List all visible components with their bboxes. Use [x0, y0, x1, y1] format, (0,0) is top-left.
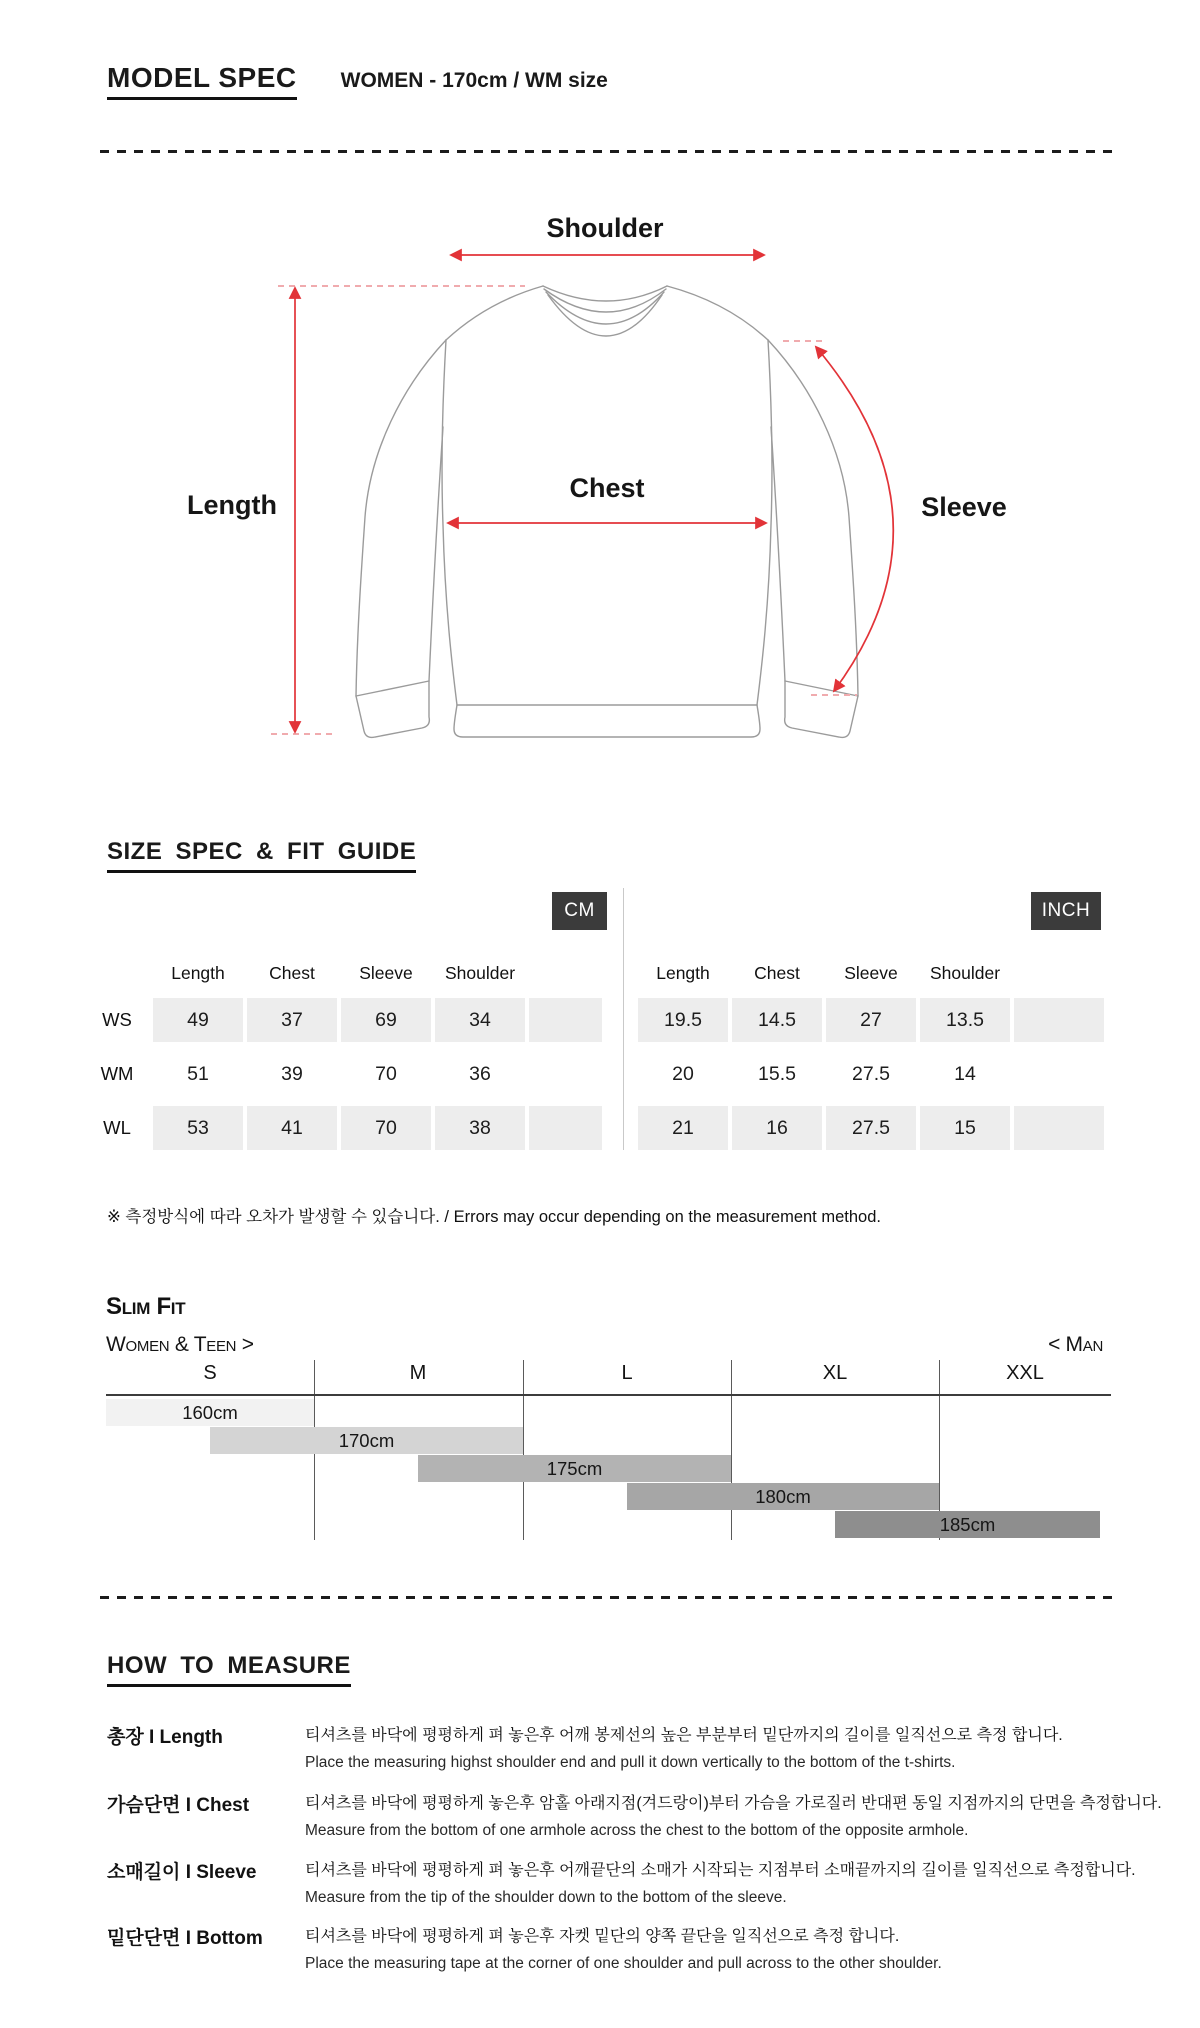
measurement-diagram	[0, 165, 1200, 775]
height-bar-170cm: 170cm	[210, 1427, 523, 1454]
cm-wl-chest: 41	[247, 1106, 337, 1150]
measure-desc-kr: 티셔츠를 바닥에 평평하게 놓은후 암홀 아래지점(겨드랑이)부터 가슴을 가로질러 반대편 동일 지점까지의 단면을 측정합니다.	[305, 1795, 1162, 1812]
measure-desc-en: Place the measuring tape at the corner of one shoulder and pull across to the other shoulder.	[305, 1955, 942, 1972]
sweatshirt-outline-drawing	[85, 165, 1115, 775]
inch-wm-length: 20	[672, 1063, 694, 1085]
size-header-s: S	[203, 1362, 217, 1384]
fit-type-label: Slim Fit	[106, 1293, 186, 1320]
model-spec-header	[107, 62, 608, 100]
inch-wm-chest: 15.5	[758, 1063, 796, 1085]
cm-wl-shoulder: 38	[435, 1106, 525, 1150]
inch-wm-sleeve: 27.5	[852, 1063, 890, 1085]
measure-term: 총장 I Length	[107, 1727, 223, 1748]
dashed-divider-bottom	[100, 1596, 1112, 1599]
measure-desc-kr: 티셔츠를 바닥에 평평하게 펴 놓은후 어깨 봉제선의 높은 부분부터 밑단까지의 길이를 일직선으로 측정 합니다.	[305, 1727, 1063, 1744]
measure-desc-en: Measure from the tip of the shoulder down to the bottom of the sleeve.	[305, 1889, 787, 1906]
fit-chart-baseline	[106, 1394, 1111, 1396]
inch-col-sleeve: Sleeve	[844, 963, 898, 983]
height-bar-175cm: 175cm	[418, 1455, 731, 1482]
measure-term: 소매길이 I Sleeve	[107, 1862, 257, 1883]
cm-wm-length: 51	[187, 1063, 209, 1085]
measure-term: 밑단단면 I Bottom	[107, 1928, 263, 1949]
size-header-l: L	[621, 1362, 633, 1384]
diagram-label-chest: Chest	[569, 473, 645, 503]
size-spec-title: SIZE SPEC & FIT GUIDE	[107, 838, 416, 873]
fit-chart-divider	[523, 1360, 524, 1540]
cm-wm-sleeve: 70	[375, 1063, 397, 1085]
measure-desc-kr: 티셔츠를 바닥에 평평하게 펴 놓은후 어깨끝단의 소매가 시작되는 지점부터 소매끝까지의 길이를 일직선으로 측정합니다.	[305, 1862, 1136, 1879]
cm-ws-length: 49	[153, 998, 243, 1042]
dashed-divider-top	[100, 150, 1112, 153]
diagram-label-length: Length	[187, 490, 277, 520]
sleeve-arrow	[816, 347, 893, 691]
inch-col-shoulder: Shoulder	[929, 963, 1001, 983]
size-header-m: M	[409, 1362, 427, 1384]
inch-wl-shoulder: 15	[920, 1106, 1010, 1150]
cm-ws-sleeve: 69	[341, 998, 431, 1042]
height-bar-185cm: 185cm	[835, 1511, 1100, 1538]
model-spec-subtitle: WOMEN - 170cm / WM size	[340, 69, 608, 92]
inch-wl-length: 21	[638, 1106, 728, 1150]
diagram-label-sleeve: Sleeve	[921, 492, 1007, 522]
cm-col-sleeve: Sleeve	[359, 963, 413, 983]
diagram-label-shoulder: Shoulder	[546, 213, 664, 243]
cm-ws-chest: 37	[247, 998, 337, 1042]
cm-wl-sleeve: 70	[341, 1106, 431, 1150]
inch-ws-length: 19.5	[638, 998, 728, 1042]
measurement-note: ※ 측정방식에 따라 오차가 발생할 수 있습니다. / Errors may occur depending on the measurement method.	[107, 1208, 881, 1226]
inch-col-chest: Chest	[754, 963, 800, 983]
measure-desc-kr: 티셔츠를 바닥에 평평하게 펴 놓은후 자켓 밑단의 양쪽 끝단을 일직선으로 측정 합니다.	[305, 1928, 900, 1945]
inch-unit-badge: INCH	[1031, 892, 1101, 930]
inch-wm-shoulder: 14	[954, 1063, 976, 1085]
row-label-wl: WL	[103, 1117, 131, 1138]
inch-ws-sleeve: 27	[826, 998, 916, 1042]
row-label-ws: WS	[102, 1009, 132, 1030]
inch-wl-sleeve: 27.5	[826, 1106, 916, 1150]
inch-col-length: Length	[656, 963, 710, 983]
cm-unit-badge: CM	[552, 892, 607, 930]
cm-wm-shoulder: 36	[469, 1063, 491, 1085]
fit-chart-divider	[731, 1360, 732, 1540]
inch-ws-chest: 14.5	[732, 998, 822, 1042]
fit-women-teen-label: Women & Teen >	[106, 1333, 254, 1356]
inch-wl-chest: 16	[732, 1106, 822, 1150]
size-header-xxl: XXL	[1006, 1362, 1044, 1384]
table-separator-line	[623, 888, 624, 1150]
row-label-wm: WM	[100, 1063, 134, 1084]
cm-col-chest: Chest	[269, 963, 315, 983]
measure-desc-en: Place the measuring highst shoulder end and pull it down vertically to the bottom of the t-shirts.	[305, 1754, 956, 1771]
size-header-xl: XL	[822, 1362, 848, 1384]
model-spec-title: MODEL SPEC	[107, 62, 297, 100]
measure-desc-en: Measure from the bottom of one armhole across the chest to the bottom of the opposite armhole.	[305, 1822, 969, 1839]
cm-col-shoulder: Shoulder	[444, 963, 516, 983]
height-fit-chart	[106, 1358, 1111, 1544]
height-bar-160cm: 160cm	[106, 1399, 314, 1426]
size-table-inch	[638, 958, 1104, 1150]
height-bar-180cm: 180cm	[627, 1483, 939, 1510]
inch-ws-shoulder: 13.5	[920, 998, 1010, 1042]
measure-term: 가슴단면 I Chest	[107, 1795, 250, 1816]
cm-ws-shoulder: 34	[435, 998, 525, 1042]
how-to-measure-title: HOW TO MEASURE	[107, 1652, 351, 1687]
cm-wl-length: 53	[153, 1106, 243, 1150]
cm-wm-chest: 39	[281, 1063, 303, 1085]
size-table-cm	[85, 958, 602, 1150]
fit-man-label: < Man	[1048, 1333, 1103, 1356]
cm-col-length: Length	[171, 963, 225, 983]
